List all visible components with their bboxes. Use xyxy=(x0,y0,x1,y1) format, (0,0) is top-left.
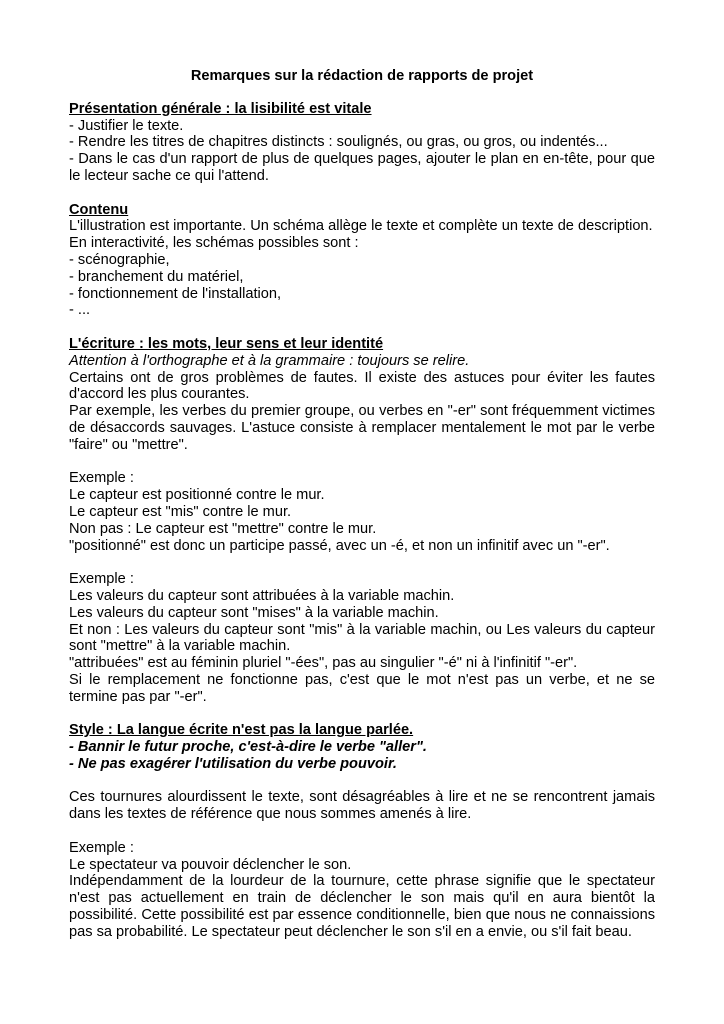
text-paragraph: Certains ont de gros problèmes de fautes. Il existe des astuces pour éviter les fautes d'accord les plus courantes. xyxy=(69,369,655,403)
style-rule: - Ne pas exagérer l'utilisation du verbe pouvoir. xyxy=(69,755,397,772)
section-style xyxy=(69,722,655,940)
text-paragraph: Et non : Les valeurs du capteur sont "mis" à la variable machin, ou Les valeurs du capteur sont "mettre" à la variable machin. xyxy=(69,621,655,655)
text-line: En interactivité, les schémas possibles sont : xyxy=(69,235,359,252)
example-label: Exemple : xyxy=(69,470,134,487)
list-item: - ... xyxy=(69,302,91,319)
section-heading-contenu: Contenu xyxy=(69,201,129,218)
text-line: Les valeurs du capteur sont "mises" à la variable machin. xyxy=(69,604,439,621)
text-line: - Rendre les titres de chapitres distincts : soulignés, ou gras, ou gros, ou indentés... xyxy=(69,134,608,151)
section-heading-presentation: Présentation générale : la lisibilité est vitale xyxy=(69,100,372,117)
text-line: Le capteur est "mis" contre le mur. xyxy=(69,503,292,520)
example-label: Exemple : xyxy=(69,839,134,856)
text-line: - Justifier le texte. xyxy=(69,117,184,134)
text-line: "positionné" est donc un participe passé, avec un -é, et non un infinitif avec un "-er". xyxy=(69,537,610,554)
section-ecriture xyxy=(69,336,655,706)
text-line: Les valeurs du capteur sont attribuées à la variable machin. xyxy=(69,587,455,604)
text-line: Le capteur est positionné contre le mur. xyxy=(69,487,325,504)
text-paragraph: - Dans le cas d'un rapport de plus de quelques pages, ajouter le plan en en-tête, pour que le lecteur sache ce qui l'attend. xyxy=(69,151,655,184)
text-paragraph: Indépendamment de la lourdeur de la tournure, cette phrase signifie que le spectateur n'est pas actuellement en train de déclencher le son mais qu'il en aura bientôt la possibilité. Cette possibilité est par essence conditionnelle, bien que nous ne connaissions pas sa probabilité. Le spectateur peut déclencher le son s'il en a envie, ou s'il fait beau. xyxy=(69,873,655,940)
text-paragraph: Ces tournures alourdissent le texte, sont désagréables à lire et ne se rencontrent jamais dans les textes de référence que nous sommes amenés à lire. xyxy=(69,789,655,823)
document-title: Remarques sur la rédaction de rapports de projet xyxy=(190,68,534,84)
italic-note: Attention à l'orthographe et à la grammaire : toujours se relire. xyxy=(69,352,470,369)
text-line: Non pas : Le capteur est "mettre" contre le mur. xyxy=(69,520,377,537)
text-line: "attribuées" est au féminin pluriel "-ées", pas au singulier "-é" ni à l'infinitif "-er". xyxy=(69,655,578,672)
section-heading-style: Style : La langue écrite n'est pas la langue parlée. xyxy=(69,722,414,739)
section-contenu xyxy=(69,202,655,320)
text-paragraph: L'illustration est importante. Un schéma allège le texte et complète un texte de description. xyxy=(69,218,653,235)
text-line: Le spectateur va pouvoir déclencher le son. xyxy=(69,856,352,873)
list-item: - branchement du matériel, xyxy=(69,268,244,285)
style-rule: - Bannir le futur proche, c'est-à-dire le verbe "aller". xyxy=(69,739,427,756)
text-paragraph: Si le remplacement ne fonctionne pas, c'est que le mot n'est pas un verbe, et ne se termine pas par "-er". xyxy=(69,671,655,705)
text-paragraph: Par exemple, les verbes du premier groupe, ou verbes en "-er" sont fréquemment victimes de désaccords sauvages. L'astuce consiste à remplacer mentalement le mot par le verbe "faire" ou "mettre". xyxy=(69,403,655,453)
list-item: - scénographie, xyxy=(69,251,170,268)
section-heading-ecriture: L'écriture : les mots, leur sens et leur identité xyxy=(69,335,384,352)
list-item: - fonctionnement de l'installation, xyxy=(69,285,282,302)
section-presentation xyxy=(69,101,655,185)
example-label: Exemple : xyxy=(69,571,134,588)
